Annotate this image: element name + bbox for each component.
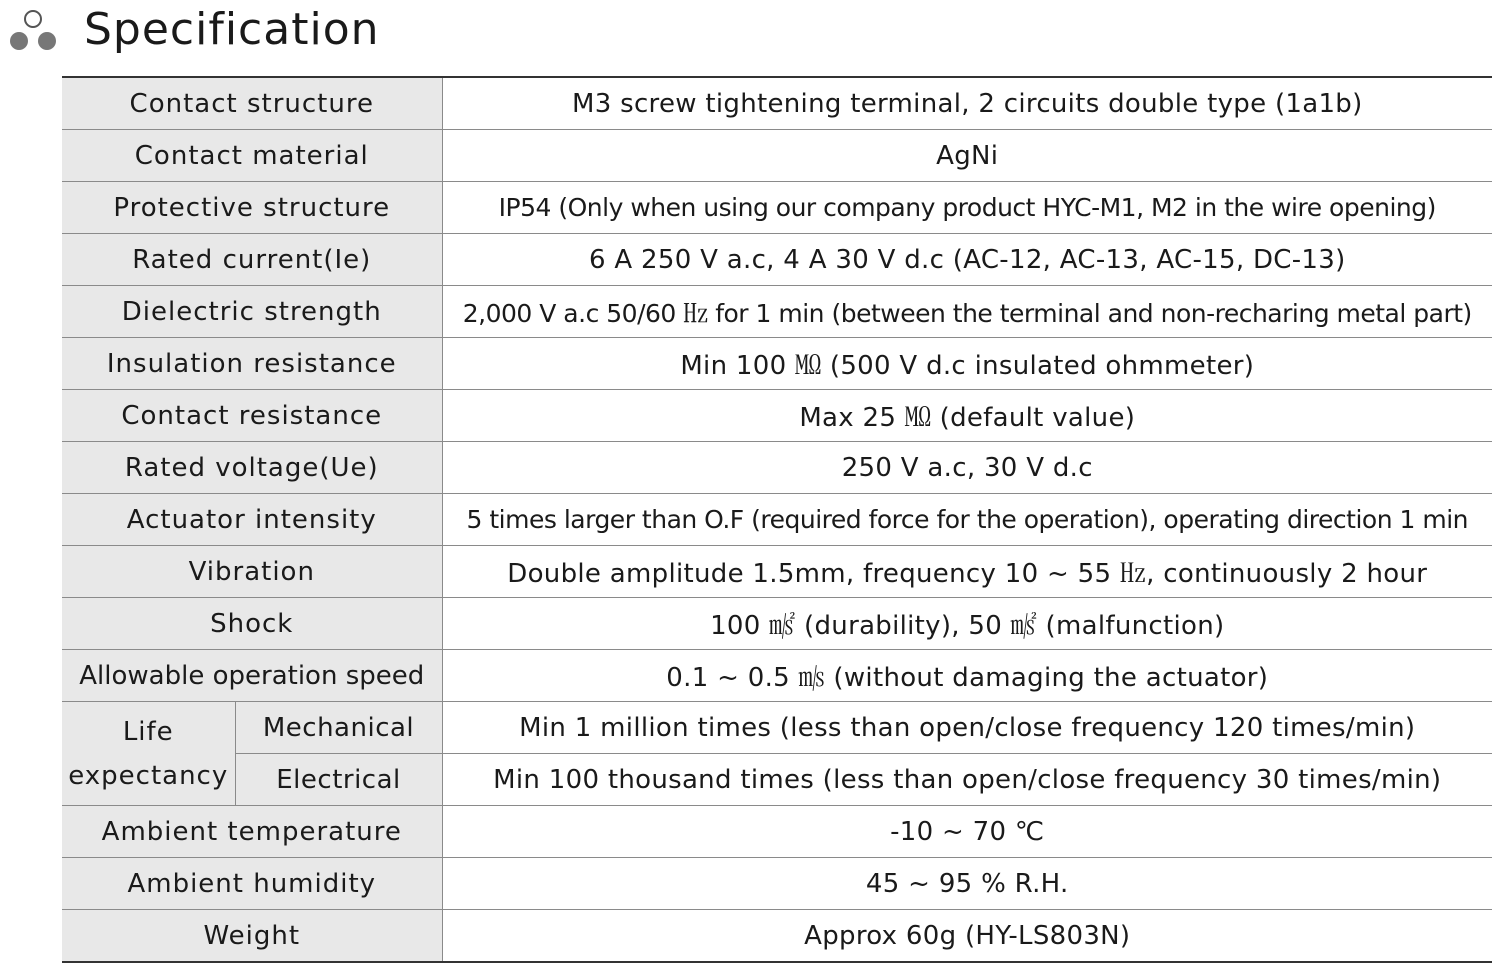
row-value: 0.1 ~ 0.5 ㎧ (without damaging the actuator): [442, 650, 1492, 702]
row-value: IP54 (Only when using our company product HYC-M1, M2 in the wire opening): [442, 182, 1492, 234]
row-label: Ambient humidity: [62, 858, 442, 910]
row-value: Min 100 ㏁ (500 V d.c insulated ohmmeter): [442, 338, 1492, 390]
three-dots-icon: [8, 7, 58, 53]
row-label: Rated current(Ie): [62, 234, 442, 286]
row-value: 250 V a.c, 30 V d.c: [442, 442, 1492, 494]
specification-table: [62, 76, 1492, 963]
mechanical-value: Min 1 million times (less than open/close frequency 120 times/min): [442, 702, 1492, 754]
table-row: [62, 338, 1492, 390]
electrical-label: Electrical: [235, 754, 442, 806]
table-row: [62, 77, 1492, 130]
row-value: -10 ~ 70 ℃: [442, 806, 1492, 858]
table-row: [62, 650, 1492, 702]
row-label: Contact resistance: [62, 390, 442, 442]
table-row: [62, 442, 1492, 494]
table-row: [62, 754, 1492, 806]
row-value: 5 times larger than O.F (required force for the operation), operating direction 1 min: [442, 494, 1492, 546]
row-value: 6 A 250 V a.c, 4 A 30 V d.c (AC-12, AC-13, AC-15, DC-13): [442, 234, 1492, 286]
table-row: [62, 702, 1492, 754]
row-label: Allowable operation speed: [62, 650, 442, 702]
table-row: [62, 234, 1492, 286]
table-row: [62, 390, 1492, 442]
table-row: [62, 858, 1492, 910]
row-value: 100 ㎨ (durability), 50 ㎨ (malfunction): [442, 598, 1492, 650]
row-value: 2,000 V a.c 50/60 ㎐ for 1 min (between the terminal and non-recharing metal part): [442, 286, 1492, 338]
row-label: Rated voltage(Ue): [62, 442, 442, 494]
row-label: Weight: [62, 910, 442, 963]
row-label: Contact structure: [62, 77, 442, 130]
table-row: [62, 546, 1492, 598]
life-expectancy-label: Life expectancy: [62, 702, 235, 806]
row-label: Dielectric strength: [62, 286, 442, 338]
row-value: AgNi: [442, 130, 1492, 182]
row-value: Approx 60g (HY-LS803N): [442, 910, 1492, 963]
table-row: [62, 286, 1492, 338]
table-row: [62, 494, 1492, 546]
page-title: Specification: [84, 4, 380, 55]
mechanical-label: Mechanical: [235, 702, 442, 754]
table-row: [62, 806, 1492, 858]
section-header: [8, 4, 380, 56]
row-label: Protective structure: [62, 182, 442, 234]
table-row: [62, 130, 1492, 182]
table-row: [62, 910, 1492, 963]
row-label: Shock: [62, 598, 442, 650]
row-label: Contact material: [62, 130, 442, 182]
electrical-value: Min 100 thousand times (less than open/close frequency 30 times/min): [442, 754, 1492, 806]
row-label: Actuator intensity: [62, 494, 442, 546]
row-value: Double amplitude 1.5mm, frequency 10 ~ 55 ㎐, continuously 2 hour: [442, 546, 1492, 598]
row-label: Ambient temperature: [62, 806, 442, 858]
row-value: Max 25 ㏁ (default value): [442, 390, 1492, 442]
row-value: 45 ~ 95 % R.H.: [442, 858, 1492, 910]
row-label: Vibration: [62, 546, 442, 598]
table-row: [62, 598, 1492, 650]
table-row: [62, 182, 1492, 234]
row-label: Insulation resistance: [62, 338, 442, 390]
row-value: M3 screw tightening terminal, 2 circuits double type (1a1b): [442, 77, 1492, 130]
